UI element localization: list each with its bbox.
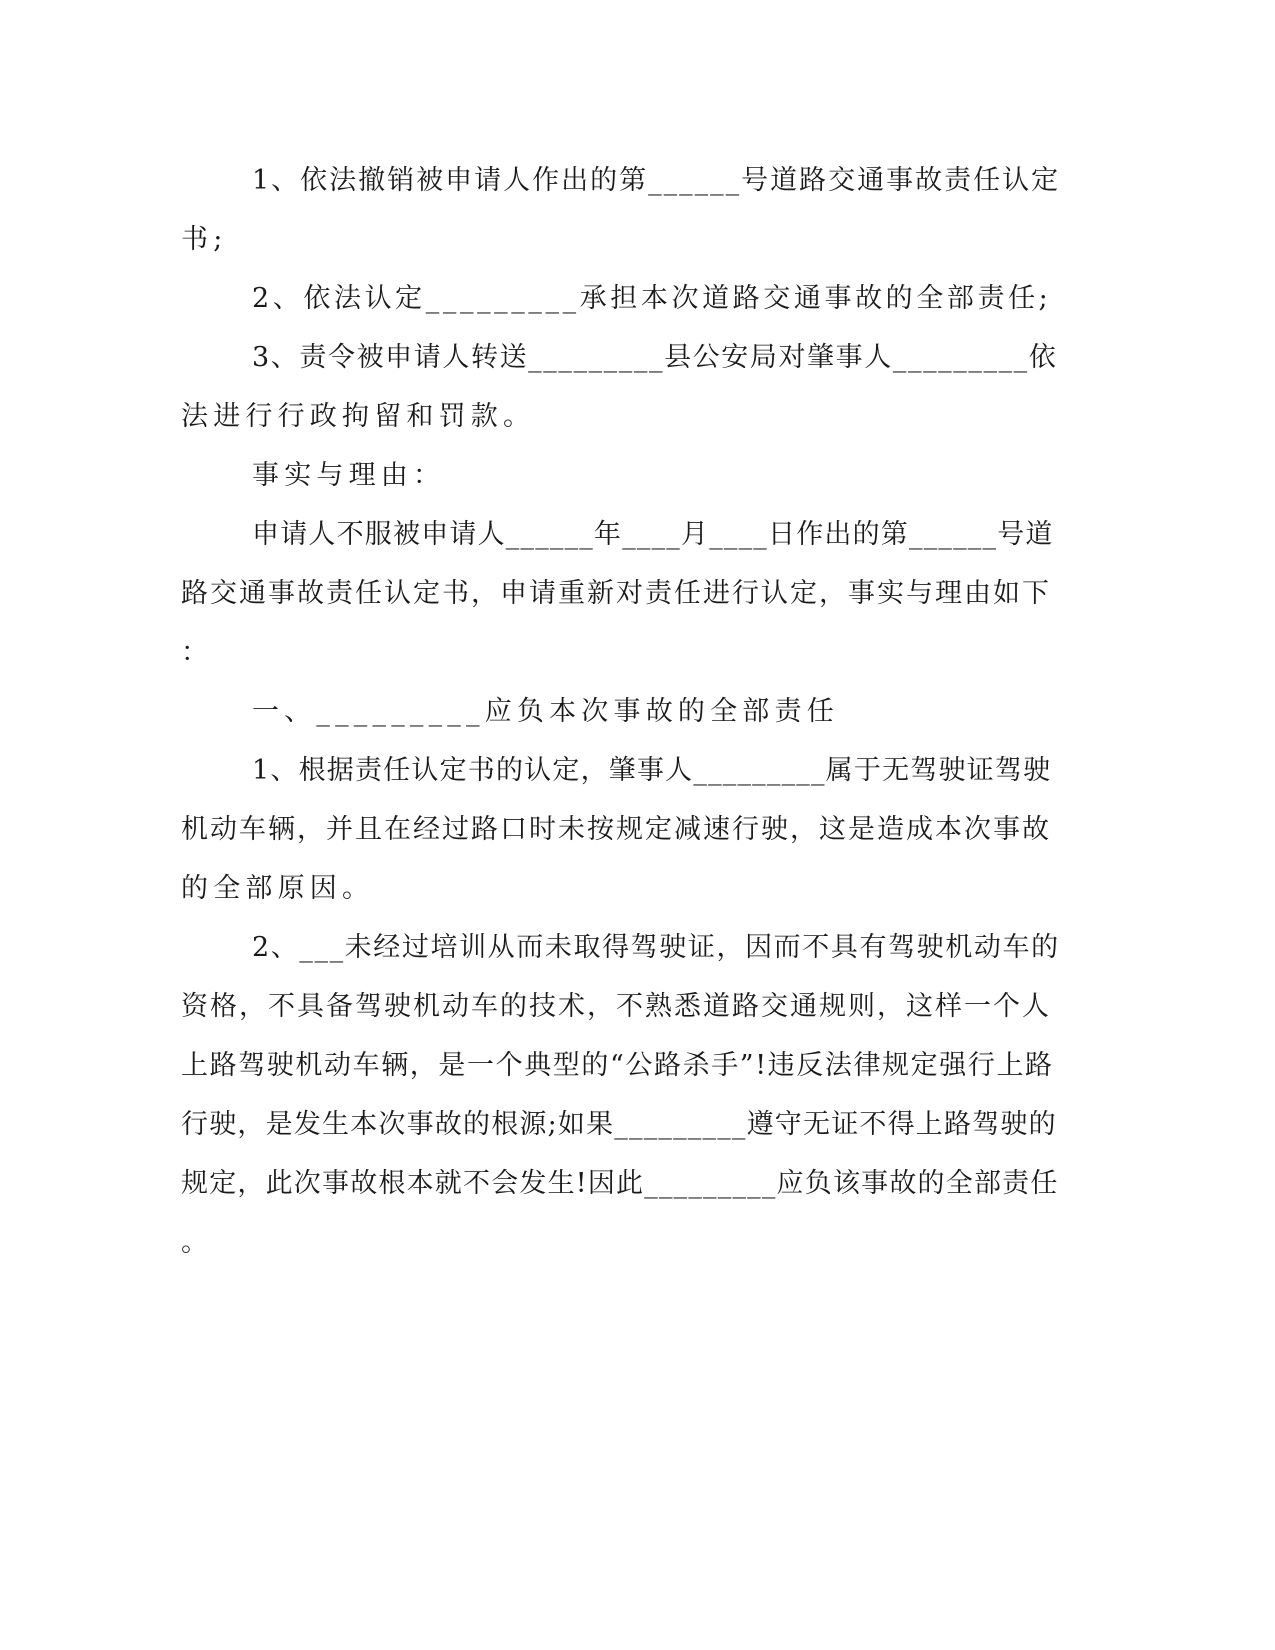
text-line: 1、依法撤销被申请人作出的第______号道路交通事故责任认定 <box>252 165 1061 196</box>
section-heading: 事实与理由： <box>252 460 446 491</box>
text-line: 机动车辆，并且在经过路口时未按规定减速行驶，这是造成本次事故 <box>181 814 1051 845</box>
text-line: 1、根据责任认定书的认定，肇事人_________属于无驾驶证驾驶 <box>252 755 1052 786</box>
text-line: 的全部原因。 <box>181 873 375 904</box>
text-line: 行驶，是发生本次事故的根源;如果_________遵守无证不得上路驾驶的 <box>181 1109 1057 1140</box>
section-heading: 一、_________应负本次事故的全部责任 <box>252 696 839 727</box>
text-line: 。 <box>181 1227 214 1258</box>
text-line: ： <box>181 637 214 668</box>
text-line: 规定，此次事故根本就不会发生!因此_________应负该事故的全部责任 <box>181 1168 1059 1199</box>
text-line: 路交通事故责任认定书，申请重新对责任进行认定，事实与理由如下 <box>181 578 1051 609</box>
text-line: 法进行行政拘留和罚款。 <box>181 401 536 432</box>
text-line: 3、责令被申请人转送_________县公安局对肇事人_________依 <box>252 342 1058 373</box>
text-line: 资格，不具备驾驶机动车的技术，不熟悉道路交通规则，这样一个人 <box>181 991 1051 1022</box>
text-line: 2、___未经过培训从而未取得驾驶证，因而不具有驾驶机动车的 <box>252 932 1060 963</box>
text-line: 书; <box>181 224 228 255</box>
text-line: 申请人不服被申请人______年____月____日作出的第______号道 <box>252 519 1054 550</box>
text-line: 2、依法认定_________承担本次道路交通事故的全部责任; <box>252 283 1052 314</box>
text-line: 上路驾驶机动车辆，是一个典型的“公路杀手”!违反法律规定强行上路 <box>181 1050 1054 1081</box>
